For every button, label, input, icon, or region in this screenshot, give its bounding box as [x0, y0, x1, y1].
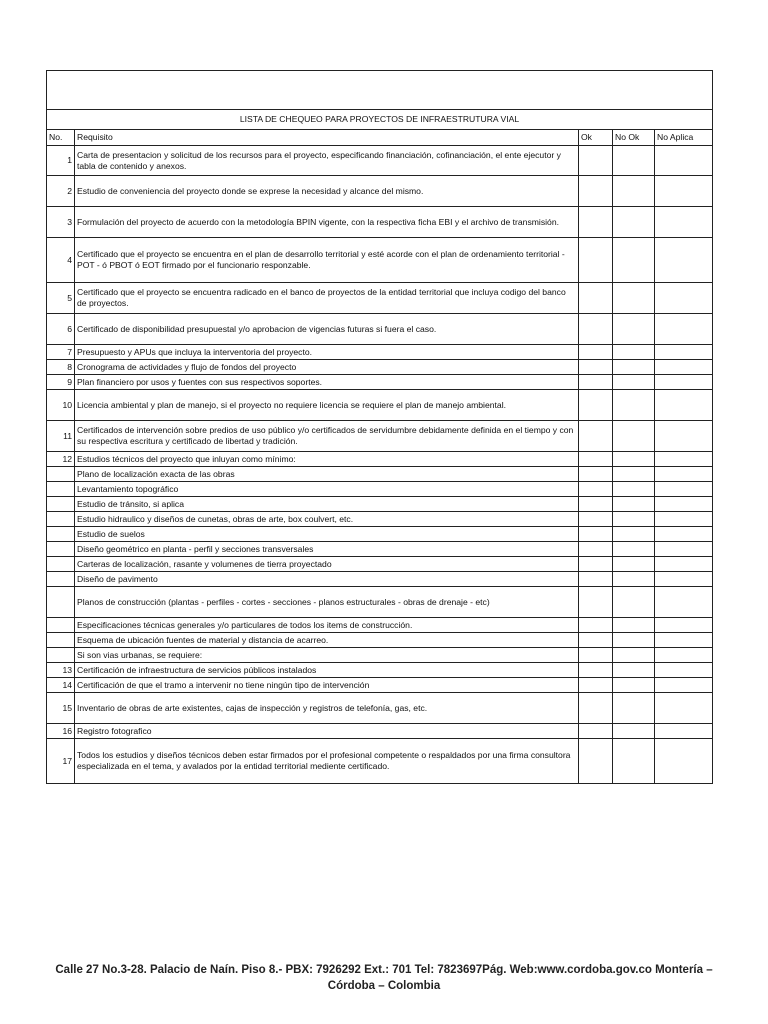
- ok-cell: [579, 739, 613, 784]
- ok-cell: [579, 648, 613, 663]
- header-no-aplica: No Aplica: [655, 130, 713, 146]
- no-ok-cell: [613, 314, 655, 345]
- table-row: [47, 527, 713, 542]
- no-aplica-cell: [655, 648, 713, 663]
- table-row: [47, 542, 713, 557]
- ok-cell: [579, 360, 613, 375]
- table-row: [47, 207, 713, 238]
- table-row: [47, 512, 713, 527]
- no-ok-cell: [613, 360, 655, 375]
- row-number: 8: [47, 360, 75, 375]
- table-row: [47, 678, 713, 693]
- table-row: [47, 739, 713, 784]
- ok-cell: [579, 527, 613, 542]
- no-ok-cell: [613, 542, 655, 557]
- row-requirement: Certificado de disponibilidad presupuestal y/o aprobacion de vigencias futuras si fuera el caso.: [75, 314, 579, 345]
- row-number: [47, 527, 75, 542]
- ok-cell: [579, 724, 613, 739]
- no-ok-cell: [613, 678, 655, 693]
- row-requirement: Certificación de que el tramo a intervenir no tiene ningún tipo de intervención: [75, 678, 579, 693]
- no-aplica-cell: [655, 663, 713, 678]
- ok-cell: [579, 314, 613, 345]
- row-number: [47, 497, 75, 512]
- table-row: [47, 633, 713, 648]
- row-number: 3: [47, 207, 75, 238]
- table-row: [47, 663, 713, 678]
- table-row: [47, 314, 713, 345]
- table-row: [47, 467, 713, 482]
- no-ok-cell: [613, 390, 655, 421]
- row-number: 2: [47, 176, 75, 207]
- no-aplica-cell: [655, 146, 713, 176]
- row-number: [47, 467, 75, 482]
- row-number: [47, 572, 75, 587]
- no-ok-cell: [613, 648, 655, 663]
- row-number: 15: [47, 693, 75, 724]
- ok-cell: [579, 542, 613, 557]
- row-number: 5: [47, 283, 75, 314]
- ok-cell: [579, 618, 613, 633]
- ok-cell: [579, 345, 613, 360]
- row-requirement: Todos los estudios y diseños técnicos deben estar firmados por el profesional competente o respaldados por una firma consultora especializada en el tema, y avalados por la entidad territorial mediente certificado.: [75, 739, 579, 784]
- no-aplica-cell: [655, 207, 713, 238]
- table-row: [47, 238, 713, 283]
- no-aplica-cell: [655, 375, 713, 390]
- no-ok-cell: [613, 375, 655, 390]
- ok-cell: [579, 238, 613, 283]
- row-requirement: Inventario de obras de arte existentes, cajas de inspección y registros de telefonía, gas, etc.: [75, 693, 579, 724]
- no-ok-cell: [613, 724, 655, 739]
- no-ok-cell: [613, 633, 655, 648]
- ok-cell: [579, 452, 613, 467]
- row-requirement: Estudio de tránsito, si aplica: [75, 497, 579, 512]
- ok-cell: [579, 678, 613, 693]
- no-ok-cell: [613, 345, 655, 360]
- row-number: [47, 618, 75, 633]
- table-row: [47, 572, 713, 587]
- no-ok-cell: [613, 283, 655, 314]
- no-aplica-cell: [655, 497, 713, 512]
- title-row: [47, 110, 713, 130]
- row-requirement: Licencia ambiental y plan de manejo, si el proyecto no requiere licencia se requiere el plan de manejo ambiental.: [75, 390, 579, 421]
- ok-cell: [579, 375, 613, 390]
- no-aplica-cell: [655, 678, 713, 693]
- row-number: [47, 557, 75, 572]
- ok-cell: [579, 572, 613, 587]
- footer-location: Córdoba – Colombia: [327, 980, 441, 992]
- no-ok-cell: [613, 587, 655, 618]
- header-no-ok: No Ok: [613, 130, 655, 146]
- row-requirement: Diseño de pavimento: [75, 572, 579, 587]
- table-row: [47, 482, 713, 497]
- table-row: [47, 618, 713, 633]
- table-row: [47, 648, 713, 663]
- table-row: [47, 693, 713, 724]
- table-row: [47, 375, 713, 390]
- no-ok-cell: [613, 207, 655, 238]
- no-ok-cell: [613, 572, 655, 587]
- row-requirement: Estudios técnicos del proyecto que inluyan como mínimo:: [75, 452, 579, 467]
- no-ok-cell: [613, 739, 655, 784]
- table-row: [47, 146, 713, 176]
- ok-cell: [579, 482, 613, 497]
- row-requirement: Estudio hidraulico y diseños de cunetas, obras de arte, box coulvert, etc.: [75, 512, 579, 527]
- row-number: 17: [47, 739, 75, 784]
- row-requirement: Plan financiero por usos y fuentes con sus respectivos soportes.: [75, 375, 579, 390]
- table-row: [47, 497, 713, 512]
- row-requirement: Certificado que el proyecto se encuentra radicado en el banco de proyectos de la entidad territorial que incluya codigo del banco de proyectos.: [75, 283, 579, 314]
- no-aplica-cell: [655, 512, 713, 527]
- no-ok-cell: [613, 527, 655, 542]
- ok-cell: [579, 207, 613, 238]
- no-aplica-cell: [655, 557, 713, 572]
- table-row: [47, 360, 713, 375]
- row-number: [47, 648, 75, 663]
- row-number: 10: [47, 390, 75, 421]
- row-number: 7: [47, 345, 75, 360]
- ok-cell: [579, 467, 613, 482]
- no-aplica-cell: [655, 467, 713, 482]
- no-ok-cell: [613, 482, 655, 497]
- column-header-row: [47, 130, 713, 146]
- no-ok-cell: [613, 693, 655, 724]
- table-row: [47, 724, 713, 739]
- table-row: [47, 452, 713, 467]
- no-aplica-cell: [655, 542, 713, 557]
- row-requirement: Esquema de ubicación fuentes de material y distancia de acarreo.: [75, 633, 579, 648]
- row-number: 12: [47, 452, 75, 467]
- no-ok-cell: [613, 467, 655, 482]
- row-number: [47, 512, 75, 527]
- blank-header-row: [47, 71, 713, 110]
- ok-cell: [579, 663, 613, 678]
- row-number: 9: [47, 375, 75, 390]
- ok-cell: [579, 497, 613, 512]
- ok-cell: [579, 633, 613, 648]
- ok-cell: [579, 557, 613, 572]
- checklist-table: [46, 70, 713, 784]
- no-aplica-cell: [655, 482, 713, 497]
- row-number: [47, 482, 75, 497]
- no-aplica-cell: [655, 283, 713, 314]
- checklist-body: [47, 71, 713, 784]
- row-number: 1: [47, 146, 75, 176]
- row-requirement: Especificaciones técnicas generales y/o particulares de todos los items de construcción.: [75, 618, 579, 633]
- ok-cell: [579, 176, 613, 207]
- ok-cell: [579, 512, 613, 527]
- row-number: [47, 542, 75, 557]
- row-number: 11: [47, 421, 75, 452]
- ok-cell: [579, 693, 613, 724]
- no-ok-cell: [613, 557, 655, 572]
- no-ok-cell: [613, 421, 655, 452]
- no-aplica-cell: [655, 739, 713, 784]
- no-aplica-cell: [655, 360, 713, 375]
- row-requirement: Levantamiento topográfico: [75, 482, 579, 497]
- no-aplica-cell: [655, 618, 713, 633]
- row-requirement: Carteras de localización, rasante y volumenes de tierra proyectado: [75, 557, 579, 572]
- no-aplica-cell: [655, 724, 713, 739]
- table-row: [47, 283, 713, 314]
- table-row: [47, 421, 713, 452]
- row-number: 13: [47, 663, 75, 678]
- row-requirement: Registro fotografico: [75, 724, 579, 739]
- row-number: [47, 587, 75, 618]
- row-requirement: Si son vias urbanas, se requiere:: [75, 648, 579, 663]
- header-ok: Ok: [579, 130, 613, 146]
- row-requirement: Cronograma de actividades y flujo de fondos del proyecto: [75, 360, 579, 375]
- no-aplica-cell: [655, 390, 713, 421]
- table-row: [47, 345, 713, 360]
- no-aplica-cell: [655, 527, 713, 542]
- table-row: [47, 176, 713, 207]
- no-aplica-cell: [655, 452, 713, 467]
- no-ok-cell: [613, 238, 655, 283]
- no-ok-cell: [613, 497, 655, 512]
- no-ok-cell: [613, 452, 655, 467]
- blank-header-cell: [47, 71, 713, 110]
- row-requirement: Carta de presentacion y solicitud de los recursos para el proyecto, especificando financiación, cofinanciación, el ente ejecutor y tabla de contenido y anexos.: [75, 146, 579, 176]
- row-requirement: Formulación del proyecto de acuerdo con la metodología BPIN vigente, con la respectiva ficha EBI y el archivo de transmisión.: [75, 207, 579, 238]
- row-number: 16: [47, 724, 75, 739]
- no-aplica-cell: [655, 345, 713, 360]
- row-requirement: Plano de localización exacta de las obras: [75, 467, 579, 482]
- ok-cell: [579, 421, 613, 452]
- checklist-title: LISTA DE CHEQUEO PARA PROYECTOS DE INFRAESTRUTURA VIAL: [47, 110, 713, 130]
- no-ok-cell: [613, 618, 655, 633]
- row-requirement: Estudio de conveniencia del proyecto donde se exprese la necesidad y alcance del mismo.: [75, 176, 579, 207]
- no-aplica-cell: [655, 238, 713, 283]
- table-row: [47, 557, 713, 572]
- no-aplica-cell: [655, 176, 713, 207]
- footer-address: Calle 27 No.3-28. Palacio de Naín. Piso 8.- PBX: 7926292 Ext.: 701 Tel: 7823697Pág. Web:www.cordoba.gov.co Montería –: [55, 964, 713, 976]
- row-requirement: Planos de construcción (plantas - perfiles - cortes - secciones - planos estructurales - obras de drenaje - etc): [75, 587, 579, 618]
- header-no: No.: [47, 130, 75, 146]
- no-ok-cell: [613, 512, 655, 527]
- no-aplica-cell: [655, 693, 713, 724]
- ok-cell: [579, 283, 613, 314]
- page-footer: [0, 962, 768, 994]
- no-aplica-cell: [655, 587, 713, 618]
- table-row: [47, 587, 713, 618]
- header-requisito: Requisito: [75, 130, 579, 146]
- table-row: [47, 390, 713, 421]
- row-requirement: Estudio de suelos: [75, 527, 579, 542]
- no-ok-cell: [613, 663, 655, 678]
- no-aplica-cell: [655, 314, 713, 345]
- ok-cell: [579, 146, 613, 176]
- ok-cell: [579, 587, 613, 618]
- row-requirement: Diseño geométrico en planta - perfil y secciones transversales: [75, 542, 579, 557]
- no-aplica-cell: [655, 421, 713, 452]
- row-requirement: Certificación de infraestructura de servicios públicos instalados: [75, 663, 579, 678]
- row-number: 14: [47, 678, 75, 693]
- ok-cell: [579, 390, 613, 421]
- no-ok-cell: [613, 176, 655, 207]
- row-requirement: Certificados de intervención sobre predios de uso público y/o certificados de servidumbre debidamente definida en el tiempo y con su respectiva escritura y certificado de libertad y tradición.: [75, 421, 579, 452]
- no-aplica-cell: [655, 572, 713, 587]
- row-requirement: Certificado que el proyecto se encuentra en el plan de desarrollo territorial y esté acorde con el plan de ordenamiento territorial - POT - ó PBOT ó EOT firmado por el funcionario responzable.: [75, 238, 579, 283]
- row-number: 6: [47, 314, 75, 345]
- row-requirement: Presupuesto y APUs que incluya la interventoria del proyecto.: [75, 345, 579, 360]
- no-ok-cell: [613, 146, 655, 176]
- row-number: 4: [47, 238, 75, 283]
- row-number: [47, 633, 75, 648]
- no-aplica-cell: [655, 633, 713, 648]
